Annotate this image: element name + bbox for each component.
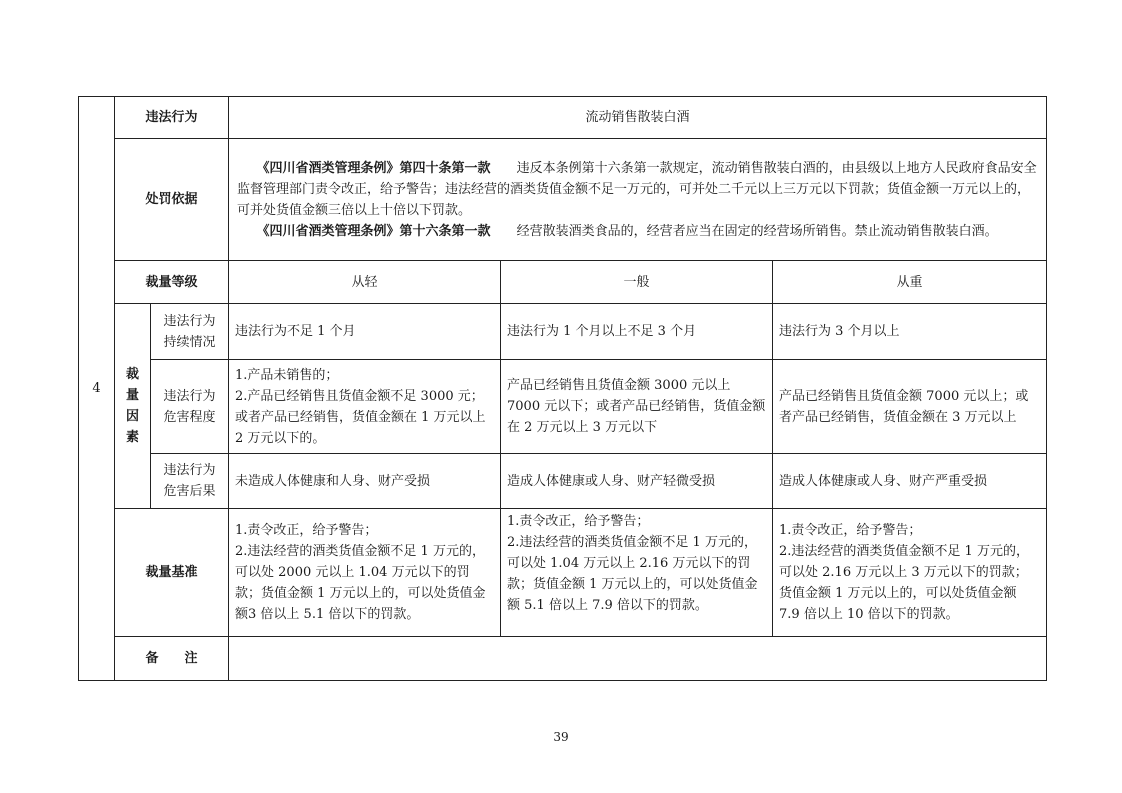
remarks-row	[79, 637, 1047, 681]
level-light: 从轻	[229, 261, 501, 304]
factors-label: 裁 量 因 素	[115, 304, 151, 509]
standard-light: 1.责令改正，给予警告； 2.违法经营的酒类货值金额不足 1 万元的，可以处 2000 元以上 1.04 万元以下的罚款；货值金额 1 万元以上的，可以处货值金额3 倍以上 5.1 倍以下的罚款。	[229, 509, 501, 637]
levels-row	[79, 261, 1047, 304]
standard-label: 裁量基准	[115, 509, 229, 637]
harm-result-label: 违法行为 危害后果	[151, 454, 229, 509]
basis-item-2	[237, 221, 1038, 242]
levels-label: 裁量等级	[115, 261, 229, 304]
standard-row	[79, 509, 1047, 637]
level-heavy: 从重	[773, 261, 1047, 304]
duration-label: 违法行为 持续情况	[151, 304, 229, 360]
harm-result-normal: 造成人体健康或人身、财产轻微受损	[501, 454, 773, 509]
basis-label: 处罚依据	[115, 139, 229, 261]
row-number: 4	[79, 97, 115, 681]
basis-text-2: 经营散装酒类食品的，经营者应当在固定的经营场所销售。禁止流动销售散装白酒。	[516, 223, 998, 239]
basis-content	[229, 139, 1047, 261]
page-number: 39	[553, 730, 569, 744]
remarks-label: 备 注	[115, 637, 229, 681]
basis-text-1: 违反本条例第十六条第一款规定，流动销售散装白酒的，由县级以上地方人民政府食品安全监督管理部门责令改正，给予警告；违法经营的酒类货值金额不足一万元的，可并处二千元以上三万元以下罚款；货值金额一万元以上的，可并处货值金额三倍以上十倍以下罚款。	[237, 160, 1037, 218]
duration-heavy: 违法行为 3 个月以上	[773, 304, 1047, 360]
duration-row	[79, 304, 1047, 360]
harm-degree-row	[79, 360, 1047, 454]
violation-row	[79, 97, 1047, 139]
harm-degree-label: 违法行为 危害程度	[151, 360, 229, 454]
harm-result-heavy: 造成人体健康或人身、财产严重受损	[773, 454, 1047, 509]
basis-item-1	[237, 158, 1038, 221]
harm-result-row	[79, 454, 1047, 509]
violation-label: 违法行为	[115, 97, 229, 139]
basis-row	[79, 139, 1047, 261]
basis-law-2: 《四川省酒类管理条例》第十六条第一款	[263, 223, 491, 239]
harm-degree-normal: 产品已经销售且货值金额 3000 元以上 7000 元以下；或者产品已经销售，货值金额在 2 万元以上 3 万元以下	[501, 360, 773, 454]
violation-value: 流动销售散装白酒	[229, 97, 1047, 139]
harm-degree-light: 1.产品未销售的； 2.产品已经销售且货值金额不足 3000 元；或者产品已经销售，货值金额在 1 万元以上 2 万元以下的。	[229, 360, 501, 454]
duration-normal: 违法行为 1 个月以上不足 3 个月	[501, 304, 773, 360]
standard-normal: 1.责令改正，给予警告； 2.违法经营的酒类货值金额不足 1 万元的，可以处 1.04 万元以上 2.16 万元以下的罚款；货值金额 1 万元以上的，可以处货值金额 5.1 倍以上 7.9 倍以下的罚款。	[501, 509, 773, 637]
discretion-table	[78, 96, 1047, 681]
level-normal: 一般	[501, 261, 773, 304]
standard-heavy: 1.责令改正，给予警告； 2.违法经营的酒类货值金额不足 1 万元的，可以处 2.16 万元以上 3 万元以下的罚款；货值金额 1 万元以上的，可以处货值金额 7.9 倍以上 10 倍以下的罚款。	[773, 509, 1047, 637]
harm-result-light: 未造成人体健康和人身、财产受损	[229, 454, 501, 509]
remarks-value	[229, 637, 1047, 681]
duration-light: 违法行为不足 1 个月	[229, 304, 501, 360]
harm-degree-heavy: 产品已经销售且货值金额 7000 元以上；或者产品已经销售，货值金额在 3 万元以上	[773, 360, 1047, 454]
basis-law-1: 《四川省酒类管理条例》第四十条第一款	[263, 160, 491, 176]
